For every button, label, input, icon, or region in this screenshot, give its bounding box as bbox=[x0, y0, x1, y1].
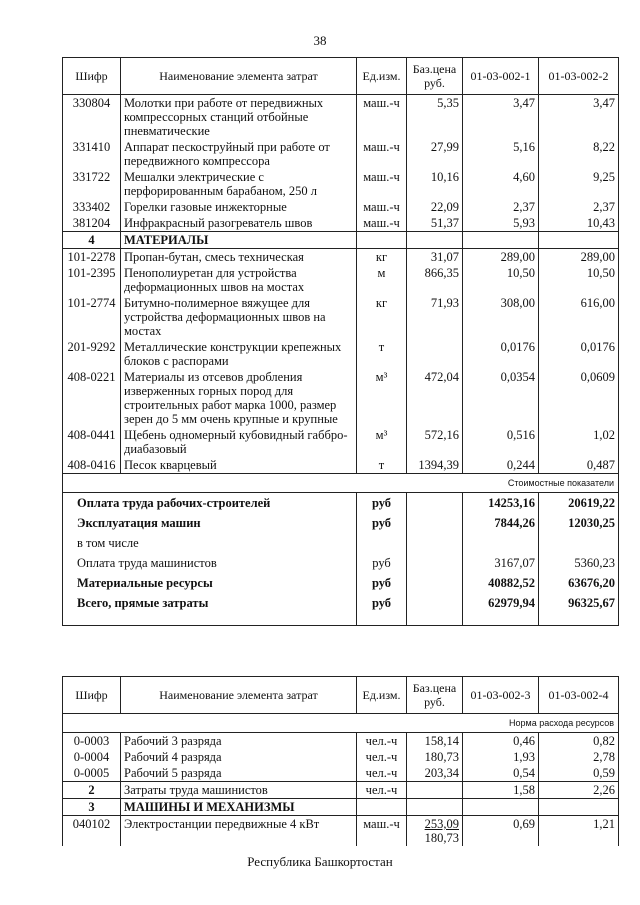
table-row bbox=[63, 249, 619, 266]
row-price bbox=[407, 339, 463, 369]
row-unit: чел.-ч bbox=[357, 733, 407, 750]
row-price: 22,09 bbox=[407, 199, 463, 215]
row-price: 158,14 bbox=[407, 733, 463, 750]
row-price: 472,04 bbox=[407, 369, 463, 427]
summary-label: Всего, прямые затраты bbox=[63, 593, 357, 613]
row-value-2: 2,78 bbox=[539, 749, 619, 765]
summary-row bbox=[63, 513, 619, 533]
table-row bbox=[63, 457, 619, 474]
row-value-2: 0,82 bbox=[539, 733, 619, 750]
row-value-2: 0,0176 bbox=[539, 339, 619, 369]
row-name: Металлические конструкции крепежных блоков с распорами bbox=[121, 339, 357, 369]
row-name: Аппарат пескоструйный при работе от передвижного компрессора bbox=[121, 139, 357, 169]
row-value-1: 0,0354 bbox=[463, 369, 539, 427]
summary-empty bbox=[407, 493, 463, 514]
summary-value-2: 63676,20 bbox=[539, 573, 619, 593]
summary-unit: руб bbox=[357, 573, 407, 593]
row-code: 0-0005 bbox=[63, 765, 121, 782]
row-value-1: 308,00 bbox=[463, 295, 539, 339]
norm-note-row bbox=[63, 714, 619, 733]
row-price: 10,16 bbox=[407, 169, 463, 199]
summary-unit: руб bbox=[357, 513, 407, 533]
row-name: Пропан-бутан, смесь техническая bbox=[121, 249, 357, 266]
summary-value-1: 62979,94 bbox=[463, 593, 539, 613]
row-value-1: 3,47 bbox=[463, 95, 539, 140]
row-name: Песок кварцевый bbox=[121, 457, 357, 474]
row-unit: кг bbox=[357, 249, 407, 266]
section-row bbox=[63, 232, 619, 249]
row-price-bottom: 180,73 bbox=[424, 831, 459, 845]
row-price bbox=[407, 782, 463, 799]
header-price: Баз.цена руб. bbox=[407, 58, 463, 95]
row-value-1: 0,69 bbox=[463, 816, 539, 847]
table-row bbox=[63, 765, 619, 782]
table-row bbox=[63, 215, 619, 232]
row-code: 101-2278 bbox=[63, 249, 121, 266]
row-price: 866,35 bbox=[407, 265, 463, 295]
table-header-row bbox=[63, 677, 619, 714]
row-name: Инфракрасный разогреватель швов bbox=[121, 215, 357, 232]
row-code: 408-0441 bbox=[63, 427, 121, 457]
summary-unit: руб bbox=[357, 553, 407, 573]
table-row bbox=[63, 295, 619, 339]
row-value-2: 1,21 bbox=[539, 816, 619, 847]
row-price: 71,93 bbox=[407, 295, 463, 339]
section-title: МАТЕРИАЛЫ bbox=[121, 232, 357, 249]
row-unit: м³ bbox=[357, 369, 407, 427]
summary-value-1: 7844,26 bbox=[463, 513, 539, 533]
resource-table-1 bbox=[62, 57, 619, 626]
summary-label: Оплата труда рабочих-строителей bbox=[63, 493, 357, 514]
row-price: 27,99 bbox=[407, 139, 463, 169]
row-unit: маш.-ч bbox=[357, 816, 407, 847]
resource-table-2 bbox=[62, 676, 619, 846]
row-name: Затраты труда машинистов bbox=[121, 782, 357, 799]
row-value-1: 2,37 bbox=[463, 199, 539, 215]
header-unit: Ед.изм. bbox=[357, 677, 407, 714]
row-value-2: 10,50 bbox=[539, 265, 619, 295]
summary-value-1 bbox=[463, 533, 539, 553]
table-row bbox=[63, 139, 619, 169]
summary-label: Оплата труда машинистов bbox=[63, 553, 357, 573]
summary-value-1: 40882,52 bbox=[463, 573, 539, 593]
row-code: 330804 bbox=[63, 95, 121, 140]
row-value-1: 4,60 bbox=[463, 169, 539, 199]
row-price: 51,37 bbox=[407, 215, 463, 232]
row-value-2: 9,25 bbox=[539, 169, 619, 199]
row-value-1: 0,46 bbox=[463, 733, 539, 750]
row-code: 0-0004 bbox=[63, 749, 121, 765]
row-name: Материалы из отсевов дробления изверженных горных пород для строительных работ марка 1000, размер зерен до 5 мм очень крупные и крупные bbox=[121, 369, 357, 427]
header-unit: Ед.изм. bbox=[357, 58, 407, 95]
header-name: Наименование элемента затрат bbox=[121, 58, 357, 95]
table-row bbox=[63, 199, 619, 215]
row-unit: чел.-ч bbox=[357, 749, 407, 765]
row-unit: кг bbox=[357, 295, 407, 339]
row-value-1: 10,50 bbox=[463, 265, 539, 295]
row-value-2: 2,37 bbox=[539, 199, 619, 215]
row-code: 381204 bbox=[63, 215, 121, 232]
table-header-row bbox=[63, 58, 619, 95]
row-code: 408-0221 bbox=[63, 369, 121, 427]
table-row bbox=[63, 782, 619, 799]
row-value-1: 0,0176 bbox=[463, 339, 539, 369]
header-price: Баз.цена руб. bbox=[407, 677, 463, 714]
section-code: 4 bbox=[63, 232, 121, 249]
summary-value-2 bbox=[539, 533, 619, 553]
row-name: Битумно-полимерное вяжущее для устройства деформационных швов на мостах bbox=[121, 295, 357, 339]
row-name: Рабочий 5 разряда bbox=[121, 765, 357, 782]
row-code: 101-2774 bbox=[63, 295, 121, 339]
summary-empty bbox=[407, 573, 463, 593]
summary-empty bbox=[407, 533, 463, 553]
row-value-1: 0,516 bbox=[463, 427, 539, 457]
row-code: 201-9292 bbox=[63, 339, 121, 369]
row-unit: м bbox=[357, 265, 407, 295]
row-name: Молотки при работе от передвижных компрессорных станций отбойные пневматические bbox=[121, 95, 357, 140]
page-number: 38 bbox=[313, 33, 327, 48]
summary-value-1: 14253,16 bbox=[463, 493, 539, 514]
summary-label: Эксплуатация машин bbox=[63, 513, 357, 533]
summary-unit bbox=[357, 533, 407, 553]
row-value-2: 10,43 bbox=[539, 215, 619, 232]
row-value-2: 0,0609 bbox=[539, 369, 619, 427]
row-unit: маш.-ч bbox=[357, 199, 407, 215]
row-price: 180,73 bbox=[407, 749, 463, 765]
row-code: 0-0003 bbox=[63, 733, 121, 750]
summary-label: Материальные ресурсы bbox=[63, 573, 357, 593]
row-value-2: 0,487 bbox=[539, 457, 619, 474]
summary-value-2: 96325,67 bbox=[539, 593, 619, 613]
summary-unit: руб bbox=[357, 493, 407, 514]
header-code: Шифр bbox=[63, 58, 121, 95]
table-row bbox=[63, 816, 619, 847]
header-col1: 01-03-002-1 bbox=[463, 58, 539, 95]
row-code: 408-0416 bbox=[63, 457, 121, 474]
header-col2: 01-03-002-2 bbox=[539, 58, 619, 95]
header-code: Шифр bbox=[63, 677, 121, 714]
row-unit: маш.-ч bbox=[357, 139, 407, 169]
row-value-1: 1,93 bbox=[463, 749, 539, 765]
row-code: 2 bbox=[63, 782, 121, 799]
row-name: Электростанции передвижные 4 кВт bbox=[121, 816, 357, 847]
summary-unit: руб bbox=[357, 593, 407, 613]
page-footer: Республика Башкортостан bbox=[247, 854, 393, 869]
table-row bbox=[63, 427, 619, 457]
summary-label: в том числе bbox=[63, 533, 357, 553]
row-unit: чел.-ч bbox=[357, 765, 407, 782]
row-value-2: 2,26 bbox=[539, 782, 619, 799]
summary-row bbox=[63, 533, 619, 553]
row-unit: маш.-ч bbox=[357, 169, 407, 199]
row-price: 1394,39 bbox=[407, 457, 463, 474]
summary-value-2: 20619,22 bbox=[539, 493, 619, 514]
row-code: 331722 bbox=[63, 169, 121, 199]
summary-value-2: 12030,25 bbox=[539, 513, 619, 533]
row-price-top: 253,09 bbox=[424, 817, 459, 831]
row-price: 5,35 bbox=[407, 95, 463, 140]
row-unit: т bbox=[357, 339, 407, 369]
section-code: 3 bbox=[63, 799, 121, 816]
table-row bbox=[63, 749, 619, 765]
row-unit: м³ bbox=[357, 427, 407, 457]
cost-note: Стоимостные показатели bbox=[63, 474, 619, 493]
table-row bbox=[63, 733, 619, 750]
summary-value-2: 5360,23 bbox=[539, 553, 619, 573]
summary-empty bbox=[407, 513, 463, 533]
row-value-2: 616,00 bbox=[539, 295, 619, 339]
table-row bbox=[63, 369, 619, 427]
row-value-2: 289,00 bbox=[539, 249, 619, 266]
row-code: 101-2395 bbox=[63, 265, 121, 295]
row-value-1: 5,93 bbox=[463, 215, 539, 232]
summary-empty bbox=[407, 593, 463, 613]
row-price: 572,16 bbox=[407, 427, 463, 457]
row-name: Рабочий 4 разряда bbox=[121, 749, 357, 765]
table-row bbox=[63, 339, 619, 369]
summary-row bbox=[63, 573, 619, 593]
summary-row bbox=[63, 553, 619, 573]
row-value-1: 289,00 bbox=[463, 249, 539, 266]
summary-spacer bbox=[63, 613, 619, 626]
section-row bbox=[63, 799, 619, 816]
header-name: Наименование элемента затрат bbox=[121, 677, 357, 714]
summary-row bbox=[63, 593, 619, 613]
row-name: Щебень одномерный кубовидный габбро-диабазовый bbox=[121, 427, 357, 457]
row-value-2: 8,22 bbox=[539, 139, 619, 169]
summary-row bbox=[63, 493, 619, 514]
row-code: 333402 bbox=[63, 199, 121, 215]
row-code: 331410 bbox=[63, 139, 121, 169]
row-value-2: 1,02 bbox=[539, 427, 619, 457]
row-value-2: 3,47 bbox=[539, 95, 619, 140]
header-col2: 01-03-002-4 bbox=[539, 677, 619, 714]
row-price: 31,07 bbox=[407, 249, 463, 266]
row-value-1: 0,54 bbox=[463, 765, 539, 782]
row-unit: маш.-ч bbox=[357, 215, 407, 232]
row-price: 203,34 bbox=[407, 765, 463, 782]
norm-note: Норма расхода ресурсов bbox=[63, 714, 619, 733]
row-name: Горелки газовые инжекторные bbox=[121, 199, 357, 215]
row-value-1: 1,58 bbox=[463, 782, 539, 799]
row-name: Мешалки электрические с перфорированным барабаном, 250 л bbox=[121, 169, 357, 199]
row-name: Рабочий 3 разряда bbox=[121, 733, 357, 750]
row-unit: маш.-ч bbox=[357, 95, 407, 140]
header-col1: 01-03-002-3 bbox=[463, 677, 539, 714]
row-code: 040102 bbox=[63, 816, 121, 847]
row-price bbox=[407, 816, 463, 847]
table-row bbox=[63, 265, 619, 295]
cost-note-row bbox=[63, 474, 619, 493]
row-value-2: 0,59 bbox=[539, 765, 619, 782]
row-unit: т bbox=[357, 457, 407, 474]
table-row bbox=[63, 169, 619, 199]
row-name: Пенополиуретан для устройства деформационных швов на мостах bbox=[121, 265, 357, 295]
row-unit: чел.-ч bbox=[357, 782, 407, 799]
row-value-1: 5,16 bbox=[463, 139, 539, 169]
summary-value-1: 3167,07 bbox=[463, 553, 539, 573]
row-value-1: 0,244 bbox=[463, 457, 539, 474]
section-title: МАШИНЫ И МЕХАНИЗМЫ bbox=[121, 799, 357, 816]
summary-empty bbox=[407, 553, 463, 573]
table-row bbox=[63, 95, 619, 140]
